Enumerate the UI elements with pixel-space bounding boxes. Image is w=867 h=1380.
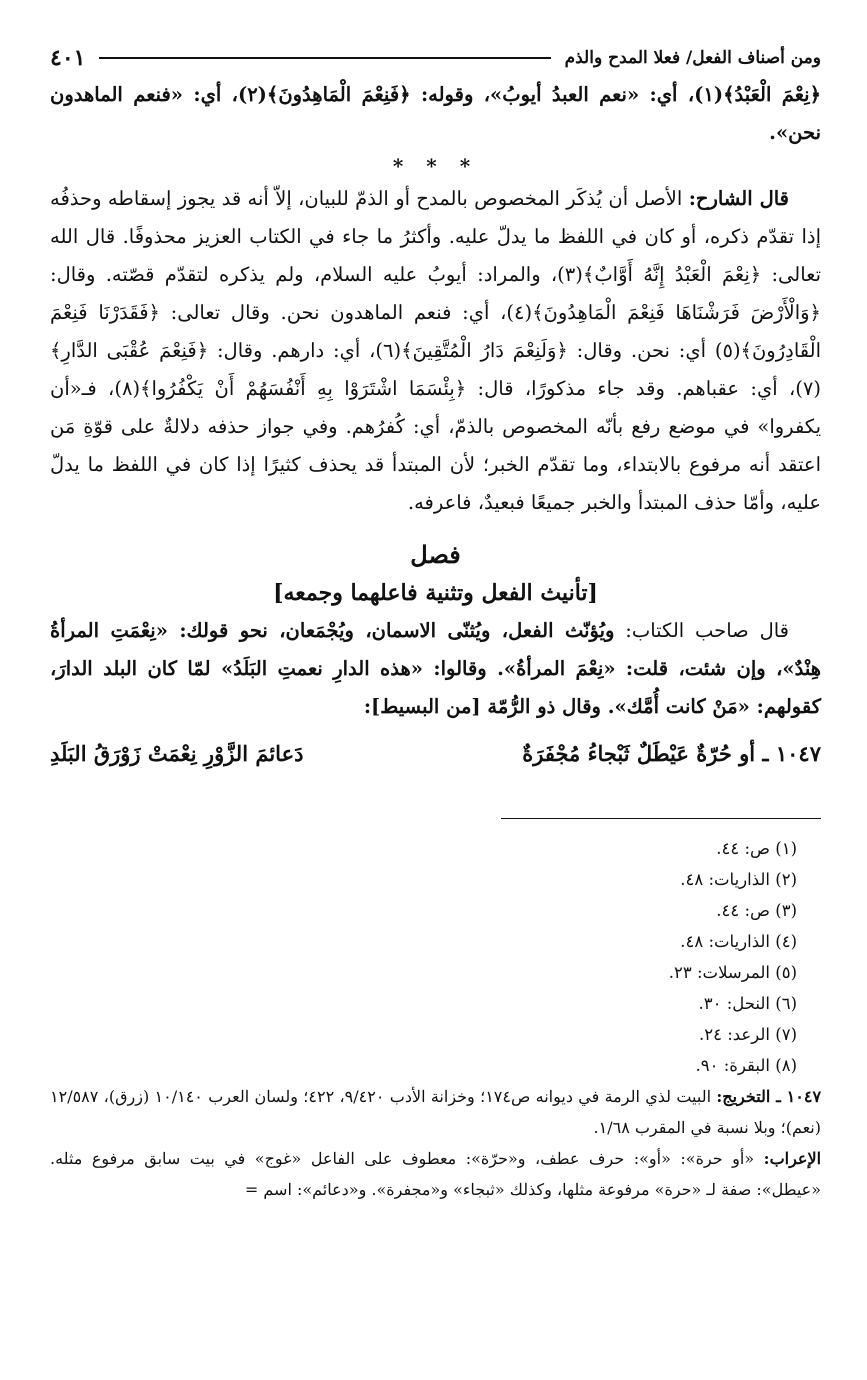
author-lead: قال صاحب الكتاب: (625, 619, 789, 642)
irab-lead: الإعراب: (763, 1149, 822, 1168)
irab-note (50, 1143, 821, 1205)
section-subtitle: [تأنيث الفعل وتثنية فاعلهما وجمعه] (273, 580, 598, 606)
takhrij-note (50, 1081, 821, 1143)
takhrij-lead: ١٠٤٧ ـ التخريج: (716, 1087, 822, 1106)
header-rule (99, 57, 550, 59)
footnote-item: (٤) الذاريات: ٤٨. (680, 932, 797, 951)
footnote-item: (٧) الرعد: ٢٤. (698, 1025, 797, 1044)
poetry-verse (50, 734, 821, 774)
footnote-item: (٦) النحل: ٣٠. (698, 994, 797, 1013)
footnote-item: (١) ص: ٤٤. (716, 839, 797, 858)
irab-text: «أو حرة»: «أو»: حرف عطف، و«حرّة»: معطوف على الفاعل «غوج» في بيت سابق مرفوع مثله. «عيطل»: صفة لـ «حرة» مرفوعة مثلها، وكذلك «ثبجاء» و«مجفرة». و«دعائم»: اسم = (50, 1149, 821, 1199)
running-title: ومن أصناف الفعل/ فعلا المدح والذم (564, 48, 821, 68)
takhrij-text: البيت لذي الرمة في ديوانه ص١٧٤؛ وخزانة الأدب ٩/٤٢٠، ٤٢٢؛ ولسان العرب ١٠/١٤٠ (زرق)، ١٢/٥٨٧ (نعم)؛ وبلا نسبة في المقرب ١/٦٨. (50, 1087, 821, 1137)
main-text (50, 76, 821, 774)
footnote-item: (٥) المرسلات: ٢٣. (668, 963, 797, 982)
footnote-item: (٨) البقرة: ٩٠. (695, 1056, 797, 1075)
paragraph-continuation: ﴿نِعْمَ الْعَبْدُ﴾(١)، أي: «نعم العبدُ أيوبُ»، وقوله: ﴿فَنِعْمَ الْمَاهِدُونَ﴾(٢)، أي: «فنعم الماهدون نحن». (50, 83, 822, 144)
verse-number: ١٠٤٧ ـ (762, 741, 821, 766)
footnote-item: (٣) ص: ٤٤. (716, 901, 797, 920)
footnote-item: (٢) الذاريات: ٤٨. (680, 870, 797, 889)
commentary-lead: قال الشارح: (688, 187, 790, 210)
commentary-text: الأصل أن يُذكَر المخصوص بالمدح أو الذمّ للبيان، إلاّ أنه قد يجوز إسقاطه وحذفُه إذا تقدّم ذكره، أو كان في اللفظ ما يدلّ عليه. وأكثرُ ما جاء في الكتاب العزيز محذوفًا. قال الله تعالى: ﴿نِعْمَ الْعَبْدُ إِنَّهُ أَوَّابٌ﴾(٣)، والمراد: أيوبُ عليه السلام، ولم يذكره لتقدّم قصّته. وقال: ﴿وَالْأَرْضَ فَرَشْنَاهَا فَنِعْمَ الْمَاهِدُونَ﴾(٤)، أي: فنعم الماهدون نحن. وقال تعالى: ﴿فَقَدَرْنَا فَنِعْمَ الْقَادِرُونَ﴾(٥) أي: نحن. وقال: ﴿وَلَنِعْمَ دَارُ الْمُتَّقِينَ﴾(٦)، أي: دارهم. وقال: ﴿فَنِعْمَ عُقْبَى الدَّارِ﴾(٧)، أي: عقباهم. وقد جاء مذكورًا، قال: ﴿بِئْسَمَا اشْتَرَوْا بِهِ أَنْفُسَهُمْ أَنْ يَكْفُرُوا﴾(٨)، فـ«أن يكفروا» في موضع رفع بأنّه المخصوص بالذمّ، أي: كُفرُهم. وفي جواز حذفه دلالةٌ على قوّةِ مَن اعتقد أنه مرفوع بالابتداء، وما تقدّم الخبر؛ لأن المبتدأ قد يحذف كثيرًا إذا كان في اللفظ ما يدلّ عليه، وأمّا حذف المبتدأ والخبر جميعًا فبعيدٌ، فاعرفه. (50, 187, 821, 514)
page-number: ٤٠١ (50, 45, 86, 71)
footnote-list (50, 833, 821, 1081)
commentary-paragraph (50, 180, 821, 522)
verse-first-text: أو حُرّةٌ عَيْطَلٌ ثَبْجاءُ مُجْفَرَةٌ (522, 741, 756, 766)
author-paragraph (50, 612, 821, 726)
verse-second-hemistich: دَعائمَ الزَّوْرِ نِعْمَتْ زَوْرَقُ البَلَدِ (50, 741, 304, 766)
verse-first-hemistich (522, 734, 821, 774)
section-title: فصل (410, 540, 461, 569)
running-header (50, 40, 821, 76)
author-text: ويُؤنّث الفعل، ويُثنّى الاسمان، ويُجْمَعان، نحو قولك: «نِعْمَتِ المرأةُ هِنْدٌ»، وإن شئت، قلت: «نِعْمَ المرأةُ». وقالوا: «هذه الدارِ نعمتِ البَلَدُ» لمّا كان البلد الدارَ، كقولهم: «مَنْ كانت أُمَّك». وقال ذو الرُّمّة [من البسيط]: (50, 619, 821, 718)
section-separator: * * * (392, 154, 479, 178)
footnote-rule (501, 818, 821, 819)
